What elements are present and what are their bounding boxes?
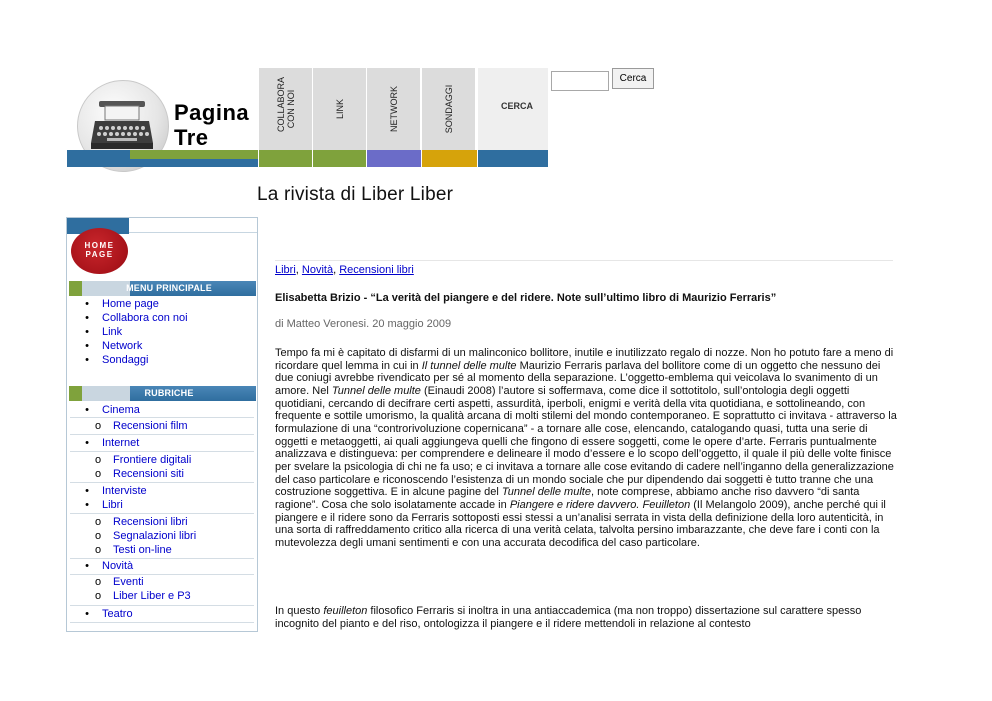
logo-text-line1: Pagina <box>174 100 250 125</box>
sidebar-divider <box>70 558 254 559</box>
sidebar-divider <box>70 513 254 514</box>
rubrica-liber-liber-p3-link[interactable]: Liber Liber e P3 <box>113 590 191 602</box>
rubriche-libri-sub <box>94 515 197 557</box>
menu-principale-header <box>69 281 256 296</box>
article-title: Elisabetta Brizio - “La verità del piangere e del ridere. Note sull’ultimo libro di Maurizio Ferraris” <box>275 292 777 304</box>
header-bar-blue-lower <box>67 159 258 167</box>
rubrica-recensioni-libri-link[interactable]: Recensioni libri <box>113 516 188 528</box>
rubrica-eventi[interactable]: o Eventi <box>94 576 144 588</box>
rubriche-cinema <box>85 403 140 417</box>
tab-network[interactable] <box>367 68 421 150</box>
site-title: La rivista di Liber Liber <box>257 184 454 205</box>
sidebar-divider <box>70 434 254 435</box>
breadcrumb: Libri, Novità, Recensioni libri <box>275 264 414 276</box>
rubrica-segnalazioni-libri[interactable]: o Segnalazioni libri <box>94 530 197 542</box>
breadcrumb-divider <box>275 260 893 261</box>
rubrica-cinema-link[interactable]: Cinema <box>102 404 140 416</box>
rubrica-internet-link[interactable]: Internet <box>102 437 140 449</box>
sidebar-divider <box>70 417 254 418</box>
logo-text-line2: Tre <box>174 125 209 150</box>
header-bar-blue-left <box>67 150 130 159</box>
search-input[interactable] <box>551 71 609 91</box>
menu-link-network[interactable]: Network <box>102 340 143 352</box>
article-paragraph-1: Tempo fa mi è capitato di disfarmi di un malinconico bollitore, inutile e inutilizzato regalo di nozze. Non ho potuto fare a meno di ricordare quel lemma in cui in Il tunnel delle multe Maurizio Ferraris parlava del bollitore come di un oggetto che nessuno dei due coniugi avrebbe rivendicato per sé al momento della separazione. L’oggetto-emblema qui veicolava lo svanimento di un amore. Nel Tunnel delle multe (Einaudi 2008) l’autore si soffermava, come dice il sottotitolo, sull’ontologia degli oggetti quotidiani, cercando di decifrare certi aspetti, assurdità, iperboli, enigmi e verità della vita quotidiana, e sottolineando, con frequente e sottile umorismo, la qualità arcana di molti stilemi del mondo contemporaneo. E soprattutto ci invitava - attraverso la formulazione di una “controrivoluzione copernicana” - a tornare alle cose, elencando, catalogando quasi, tutta una serie di oggetti e metaoggetti, ai quali aggiungeva quelli che fingono di essere soggetti, come le opere d’arte. Ferraris puntualmente analizzava e distingueva: per comprendere e delineare il modo d’essere e lo scopo dell’oggetto, il quale il più delle volte finisce per svelare la psicologia di chi ne fa uso; e ci invitava a tornare alle cose evitando di cadere nell’inganno della generalizzazione del caso particolare e riconoscendo l’esistenza di un mondo sociale che pur dipendendo dai soggetti è tutto tranne che una costruzione soggettiva. E in alcune pagine del Tunnel delle multe, note comprese, abbiamo anche riso davvero “di santa ragione”. Cosa che solo isolatamente accade in Piangere e ridere davvero. Feuilleton (Il Melangolo 2009), anche perché qui il piangere e il ridere sono da Ferraris sottoposti essi stessi a un’analisi serrata in vista della definizione della loro autenticità, in una sorta di raffreddamento critico alla ricerca di una verità celata, talvolta persino imbarazzante, che deve fare i conti con la mutevolezza degli umani sentimenti e con una accurata decodifica del caso particolare. <box>275 347 897 549</box>
rubrica-recensioni-siti-link[interactable]: Recensioni siti <box>113 468 184 480</box>
breadcrumb-libri[interactable]: Libri <box>275 264 296 276</box>
rubriche-cinema-sub <box>94 419 188 433</box>
rubrica-internet[interactable]: • Internet <box>85 437 140 449</box>
home-badge-line1: HOME <box>84 241 115 250</box>
rubriche-novita <box>85 559 134 573</box>
menu-principale-list <box>85 297 188 367</box>
sidebar-divider <box>70 605 254 606</box>
article-byline: di Matteo Veronesi. 20 maggio 2009 <box>275 318 452 330</box>
menu-item-sondaggi[interactable]: • Sondaggi <box>85 354 149 366</box>
tab-network-label: NETWORK <box>388 86 399 132</box>
rubrica-teatro[interactable]: • Teatro <box>85 608 133 620</box>
rubrica-teatro-link[interactable]: Teatro <box>102 608 133 620</box>
menu-link-home[interactable]: Home page <box>102 298 159 310</box>
rubrica-libri[interactable]: • Libri <box>85 499 123 511</box>
sidebar-top-line <box>129 232 257 233</box>
header-bar-green <box>130 150 258 159</box>
menu-item-home[interactable]: • Home page <box>85 298 159 310</box>
article-paragraph-2: In questo feuilleton filosofico Ferraris si inoltra in una antiaccademica (ma non troppo) dissertazione sul carattere spesso incognito del pianto e del riso, ontologizza il piangere e il ridere mettendoli in relazione al contesto <box>275 605 862 630</box>
home-page-badge[interactable] <box>71 228 128 274</box>
rubrica-novita-link[interactable]: Novità <box>102 560 134 572</box>
tab-cerca-label: CERCA <box>501 101 534 111</box>
tab-link[interactable] <box>313 68 367 150</box>
tab-sondaggi[interactable] <box>422 68 476 150</box>
tab-link-label: LINK <box>334 98 345 120</box>
menu-item-collabora[interactable]: • Collabora con noi <box>85 312 188 324</box>
tab-sondaggi-label: SONDAGGI <box>443 84 454 134</box>
sidebar-divider <box>70 482 254 483</box>
search-button[interactable]: Cerca <box>612 68 654 89</box>
rubrica-testi-online-link[interactable]: Testi on-line <box>113 544 172 556</box>
menu-link-link[interactable]: Link <box>102 326 123 338</box>
menu-principale-title: MENU PRINCIPALE <box>126 283 212 293</box>
sidebar-divider <box>70 622 254 623</box>
tab-cerca-bar <box>478 150 548 167</box>
rubrica-eventi-link[interactable]: Eventi <box>113 576 144 588</box>
rubrica-segnalazioni-libri-link[interactable]: Segnalazioni libri <box>113 530 197 542</box>
rubrica-frontiere-digitali[interactable]: o Frontiere digitali <box>94 454 192 466</box>
tab-collabora-con-noi[interactable] <box>259 68 313 150</box>
tab-network-bar <box>367 150 421 167</box>
rubrica-recensioni-film[interactable]: o Recensioni film <box>94 420 188 432</box>
menu-item-network[interactable]: • Network <box>85 340 143 352</box>
sidebar-divider <box>70 451 254 452</box>
rubriche-header <box>69 386 256 401</box>
rubrica-recensioni-siti[interactable]: o Recensioni siti <box>94 468 184 480</box>
rubriche-teatro <box>85 607 133 621</box>
rubrica-frontiere-link[interactable]: Frontiere digitali <box>113 454 192 466</box>
home-badge-line2: PAGE <box>85 250 114 259</box>
menu-item-link[interactable]: • Link <box>85 326 123 338</box>
tab-sondaggi-bar <box>422 150 477 167</box>
rubrica-libri-link[interactable]: Libri <box>102 499 123 511</box>
breadcrumb-recensioni-libri[interactable]: Recensioni libri <box>339 264 414 276</box>
rubrica-interviste-link[interactable]: Interviste <box>102 485 147 497</box>
rubrica-novita[interactable]: • Novità <box>85 560 134 572</box>
breadcrumb-novita[interactable]: Novità <box>301 264 334 276</box>
typewriter-icon <box>89 97 155 153</box>
menu-link-sondaggi[interactable]: Sondaggi <box>102 354 149 366</box>
rubriche-title: RUBRICHE <box>144 388 194 398</box>
tab-link-bar <box>313 150 366 167</box>
rubriche-internet-sub <box>94 453 192 481</box>
rubrica-liber-liber-p3[interactable]: o Liber Liber e P3 <box>94 590 191 602</box>
rubriche-novita-sub <box>94 575 191 603</box>
rubrica-interviste[interactable]: • Interviste <box>85 485 147 497</box>
rubrica-cinema[interactable]: • Cinema <box>85 404 140 416</box>
rubrica-testi-online[interactable]: o Testi on-line <box>94 544 172 556</box>
rubrica-recensioni-libri[interactable]: o Recensioni libri <box>94 516 188 528</box>
rubriche-interviste-libri <box>85 484 147 512</box>
rubrica-recensioni-film-link[interactable]: Recensioni film <box>113 420 188 432</box>
tab-collabora-bar <box>259 150 312 167</box>
tab-collabora-label: COLLABORA CON NOI <box>275 76 296 132</box>
menu-link-collabora[interactable]: Collabora con noi <box>102 312 188 324</box>
rubriche-internet <box>85 436 140 450</box>
